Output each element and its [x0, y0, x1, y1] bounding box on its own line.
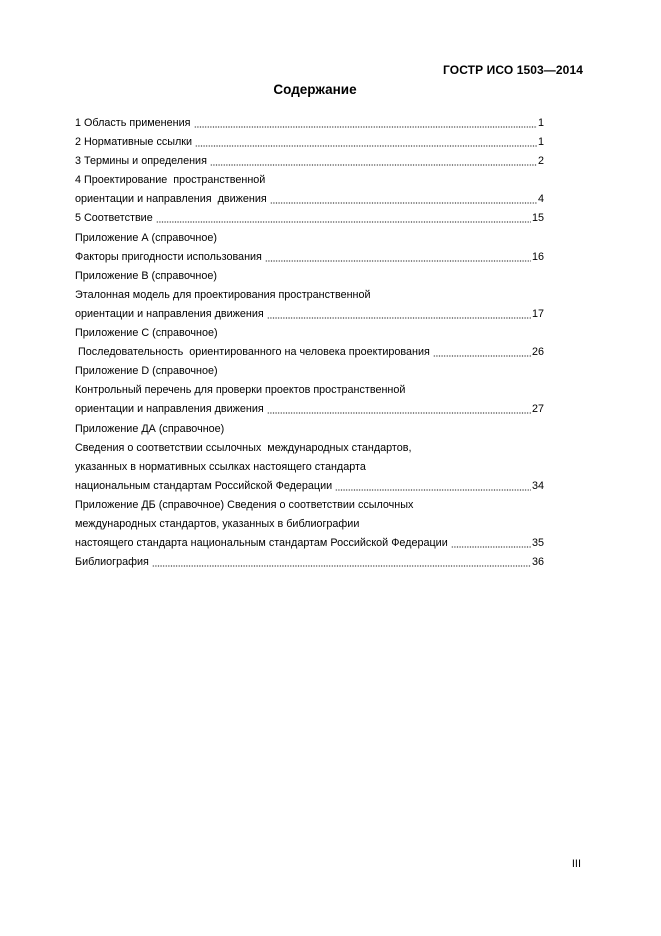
- toc-dot-leader: [210, 154, 537, 166]
- toc-entry-page: 36: [531, 556, 544, 569]
- toc-entry-page: 26: [531, 346, 544, 359]
- toc-dot-leader: [335, 479, 531, 491]
- toc-entry-text: Приложение D (справочное): [75, 365, 218, 378]
- toc-entry-page: 34: [531, 479, 544, 492]
- toc-dot-leader: [267, 307, 531, 319]
- toc-entry: [75, 305, 544, 324]
- toc-entry: [75, 534, 544, 553]
- toc-entry: [75, 171, 544, 190]
- toc-entry-page: 15: [531, 212, 544, 225]
- toc-entry: [75, 267, 544, 286]
- toc-entry-text: 2 Нормативные ссылки: [75, 136, 193, 149]
- toc-entry: [75, 420, 544, 439]
- toc-entry: [75, 209, 544, 228]
- toc-entry-text: 3 Термины и определения: [75, 155, 207, 168]
- toc-entry-text: Библиография: [75, 556, 149, 569]
- toc-dot-leader: [433, 345, 531, 357]
- toc-entry-page: 16: [531, 250, 544, 263]
- toc-entry-text: 4 Проектирование пространственной: [75, 174, 266, 187]
- toc-entry: [75, 190, 544, 209]
- toc-entry-text: 5 Соответствие: [75, 212, 153, 225]
- toc-entry: [75, 343, 544, 362]
- toc-entry-text: указанных в нормативных ссылках настоящего стандарта: [75, 460, 366, 473]
- toc-entry: [75, 152, 544, 171]
- toc-entry-page: 2: [537, 155, 544, 168]
- toc-dot-leader: [195, 135, 537, 147]
- toc-entry: [75, 381, 544, 400]
- toc-dot-leader: [194, 116, 537, 128]
- toc-entry-text: Последовательность ориентированного на человека проектирования: [75, 346, 430, 359]
- toc-entry-text: Сведения о соответствии ссылочных международных стандартов,: [75, 441, 412, 454]
- toc-entry: [75, 362, 544, 381]
- toc-entry-page: 17: [531, 307, 544, 320]
- toc-entry-text: Приложение А (справочное): [75, 231, 217, 244]
- document-code: ГОСТР ИСО 1503—2014: [443, 63, 583, 77]
- page-number: III: [571, 858, 581, 870]
- toc-entry-text: международных стандартов, указанных в библиографии: [75, 517, 360, 530]
- toc-entry-text: 1 Область применения: [75, 117, 191, 129]
- toc-dot-leader: [156, 211, 531, 223]
- toc-dot-leader: [270, 192, 537, 204]
- toc-entry-text: Приложение С (справочное): [75, 327, 218, 340]
- toc-entry-text: ориентации и направления движения: [75, 193, 267, 206]
- toc-entry: [75, 133, 544, 152]
- toc-dot-leader: [267, 402, 531, 414]
- toc-entry-text: настоящего стандарта национальным стандартам Российской Федерации: [75, 537, 448, 550]
- toc-entry: [75, 286, 544, 305]
- toc-dot-leader: [152, 555, 531, 567]
- toc-dot-leader: [451, 536, 531, 548]
- toc-dot-leader: [265, 250, 531, 262]
- toc-entry-page: 1: [537, 117, 544, 129]
- toc-entry-text: Приложение ДА (справочное): [75, 422, 225, 435]
- toc-entry: [75, 229, 544, 248]
- toc-entry: [75, 114, 544, 133]
- toc-title: Содержание: [273, 82, 357, 97]
- toc-entry-page: 27: [531, 403, 544, 416]
- toc-entry-text: национальным стандартам Российской Федерации: [75, 479, 333, 492]
- toc-entry-text: Эталонная модель для проектирования пространственной: [75, 288, 371, 301]
- toc-entry: [75, 515, 544, 534]
- toc-entry-page: 35: [531, 537, 544, 550]
- toc-entry: [75, 324, 544, 343]
- toc-entry-text: Приложение ДБ (справочное) Сведения о соответствии ссылочных: [75, 498, 414, 511]
- toc-entry: [75, 553, 544, 572]
- toc-entry-page: 1: [537, 136, 544, 149]
- toc-entry-text: Приложение В (справочное): [75, 269, 217, 282]
- toc-entry: [75, 458, 544, 477]
- toc-entry: [75, 248, 544, 267]
- toc-entry-text: Контрольный перечень для проверки проектов пространственной: [75, 384, 406, 397]
- toc-entry-text: ориентации и направления движения: [75, 403, 264, 416]
- table-of-contents: [75, 114, 544, 572]
- toc-entry: [75, 439, 544, 458]
- toc-entry-text: ориентации и направления движения: [75, 307, 264, 320]
- toc-entry-text: Факторы пригодности использования: [75, 250, 262, 263]
- toc-entry: [75, 477, 544, 496]
- toc-entry: [75, 400, 544, 419]
- toc-entry-page: 4: [537, 193, 544, 206]
- toc-entry: [75, 496, 544, 515]
